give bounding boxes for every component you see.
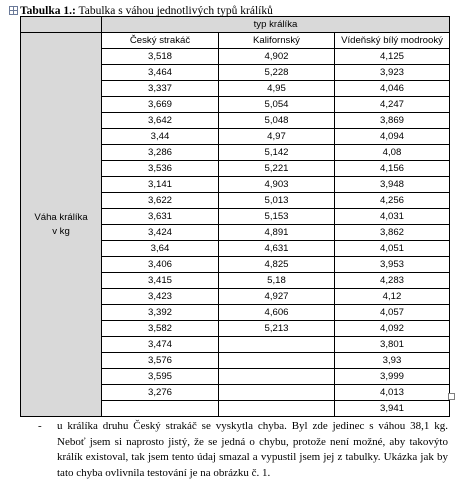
table-cell: 4,631 bbox=[219, 241, 335, 257]
row-label-line1: Váha králíka bbox=[34, 211, 88, 223]
note-text: u králíka druhu Český strakáč se vyskytla chyba. Byl zde jedinec s váhou 38,1 kg. Neboť jsem si naprosto jistý, že se jedná o chybu, protože není možné, aby takovýto králík existoval, tak jsem tento údaj smazal a vypustil jsem jej z tabulky. Ukázka jak by tato chyba ovlivnila testování je na obrázku č. 1. bbox=[57, 420, 448, 480]
table-cell: 3,406 bbox=[102, 257, 219, 273]
table-cell: 4,125 bbox=[335, 49, 450, 65]
table-cell: 3,622 bbox=[102, 193, 219, 209]
table-cell: 3,337 bbox=[102, 81, 219, 97]
table-cell: 4,97 bbox=[219, 129, 335, 145]
table-cell: 3,923 bbox=[335, 65, 450, 81]
table-cell: 4,902 bbox=[219, 49, 335, 65]
table-cell bbox=[219, 385, 335, 401]
table-cell: 3,276 bbox=[102, 385, 219, 401]
table-cell: 4,283 bbox=[335, 273, 450, 289]
column-header-cesky-strakac: Český strakáč bbox=[102, 33, 219, 49]
table-cell: 3,423 bbox=[102, 289, 219, 305]
table-cell: 4,051 bbox=[335, 241, 450, 257]
table-cell bbox=[219, 401, 335, 417]
table-cell: 4,606 bbox=[219, 305, 335, 321]
table-cell: 4,046 bbox=[335, 81, 450, 97]
table-cell: 3,141 bbox=[102, 177, 219, 193]
table-cell: 4,247 bbox=[335, 97, 450, 113]
table-cell: 3,801 bbox=[335, 337, 450, 353]
table-cell: 5,221 bbox=[219, 161, 335, 177]
table-cell: 5,013 bbox=[219, 193, 335, 209]
table-cell: 3,93 bbox=[335, 353, 450, 369]
table-cell: 3,536 bbox=[102, 161, 219, 177]
rabbit-weight-table bbox=[20, 16, 450, 417]
table-cell: 4,031 bbox=[335, 209, 450, 225]
caption-text: Tabulka s váhou jednotlivých typů králíků bbox=[75, 5, 273, 17]
table-cell: 4,013 bbox=[335, 385, 450, 401]
table-cell: 3,862 bbox=[335, 225, 450, 241]
table-cell bbox=[219, 353, 335, 369]
table-cell: 3,631 bbox=[102, 209, 219, 225]
table-cell: 3,999 bbox=[335, 369, 450, 385]
column-header-videnksy-bily-modrooky: Vídeňský bílý modrooký bbox=[335, 33, 450, 49]
table-cell bbox=[219, 369, 335, 385]
row-label-line2: v kg bbox=[52, 225, 70, 237]
table-cell: 5,213 bbox=[219, 321, 335, 337]
table-column-header-row bbox=[21, 33, 450, 49]
table-cell: 3,642 bbox=[102, 113, 219, 129]
table-cell: 4,092 bbox=[335, 321, 450, 337]
table-cell: 4,891 bbox=[219, 225, 335, 241]
table-cell: 4,95 bbox=[219, 81, 335, 97]
table-cell: 3,415 bbox=[102, 273, 219, 289]
table-cell: 4,12 bbox=[335, 289, 450, 305]
table-cell: 4,156 bbox=[335, 161, 450, 177]
table-corner-cell bbox=[21, 17, 102, 33]
table-cell: 3,595 bbox=[102, 369, 219, 385]
table-cell: 4,057 bbox=[335, 305, 450, 321]
table-cell: 5,153 bbox=[219, 209, 335, 225]
table-cell: 4,08 bbox=[335, 145, 450, 161]
table-cell: 3,392 bbox=[102, 305, 219, 321]
note-paragraph bbox=[38, 419, 448, 482]
table-cell: 3,869 bbox=[335, 113, 450, 129]
table-cell: 3,948 bbox=[335, 177, 450, 193]
table-cell: 5,054 bbox=[219, 97, 335, 113]
table-cell: 3,464 bbox=[102, 65, 219, 81]
table-cell: 5,228 bbox=[219, 65, 335, 81]
table-cell bbox=[102, 401, 219, 417]
note-bullet: - bbox=[38, 420, 42, 432]
table-cell: 3,424 bbox=[102, 225, 219, 241]
table-cell: 5,048 bbox=[219, 113, 335, 129]
table-cell: 3,64 bbox=[102, 241, 219, 257]
table-cell: 3,953 bbox=[335, 257, 450, 273]
column-header-kalifornsky: Kalifornský bbox=[219, 33, 335, 49]
group-header: typ králíka bbox=[102, 17, 450, 33]
table-cell: 3,286 bbox=[102, 145, 219, 161]
table-cell: 3,941 bbox=[335, 401, 450, 417]
table-cell: 3,582 bbox=[102, 321, 219, 337]
table-cell: 3,44 bbox=[102, 129, 219, 145]
table-cell: 4,256 bbox=[335, 193, 450, 209]
table-cell: 3,518 bbox=[102, 49, 219, 65]
table-cell: 3,474 bbox=[102, 337, 219, 353]
table-cell bbox=[219, 337, 335, 353]
table-cell: 4,094 bbox=[335, 129, 450, 145]
table-body bbox=[21, 17, 450, 417]
table-move-handle-icon[interactable] bbox=[9, 6, 18, 15]
table-group-header-row bbox=[21, 17, 450, 33]
row-label-cell bbox=[21, 33, 102, 417]
table-cell: 5,18 bbox=[219, 273, 335, 289]
table-cell: 4,927 bbox=[219, 289, 335, 305]
table-cell: 4,825 bbox=[219, 257, 335, 273]
table-resize-handle[interactable] bbox=[448, 393, 455, 400]
table-cell: 5,142 bbox=[219, 145, 335, 161]
table-cell: 4,903 bbox=[219, 177, 335, 193]
caption-label: Tabulka 1.: bbox=[20, 5, 76, 17]
table-cell: 3,576 bbox=[102, 353, 219, 369]
table-cell: 3,669 bbox=[102, 97, 219, 113]
